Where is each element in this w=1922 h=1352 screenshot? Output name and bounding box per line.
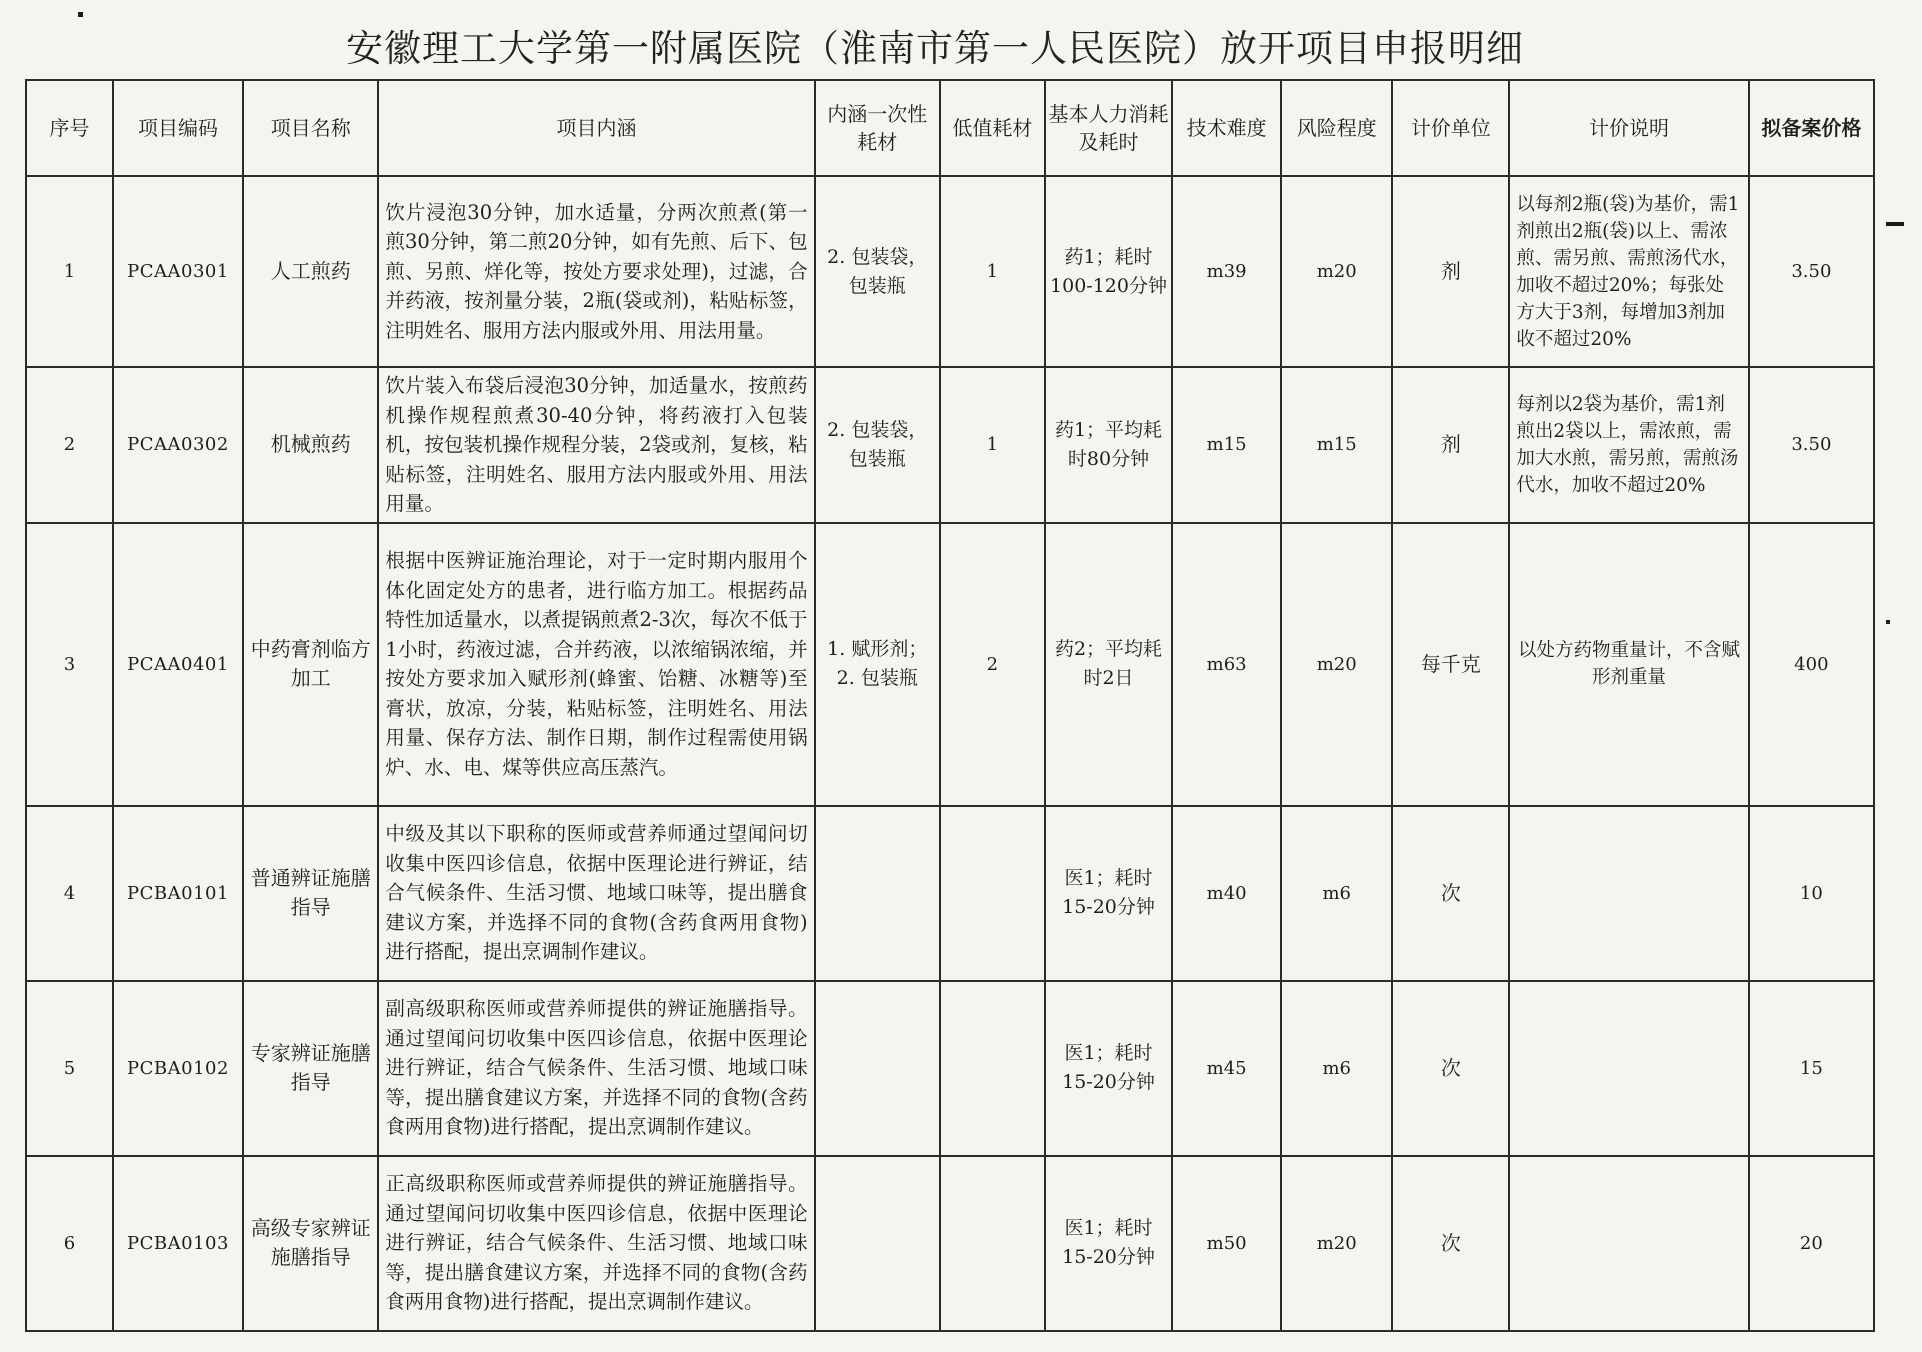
- cell-pricing-note: 以处方药物重量计，不含赋形剂重量: [1509, 523, 1748, 806]
- cell-risk: m15: [1281, 367, 1392, 523]
- cell-low-value: 1: [940, 367, 1045, 523]
- cell-unit: 剂: [1392, 367, 1509, 523]
- cell-pricing-note: [1509, 981, 1748, 1156]
- header-content: 项目内涵: [378, 80, 814, 176]
- table-header-row: [26, 80, 1874, 176]
- cell-low-value: 1: [940, 176, 1045, 367]
- cell-name: 机械煎药: [243, 367, 378, 523]
- cell-code: PCBA0101: [113, 806, 243, 981]
- cell-labor: 医1；耗时15-20分钟: [1045, 981, 1172, 1156]
- cell-difficulty: m63: [1172, 523, 1281, 806]
- cell-price: 400: [1749, 523, 1874, 806]
- cell-price: 20: [1749, 1156, 1874, 1331]
- cell-labor: 医1；耗时15-20分钟: [1045, 1156, 1172, 1331]
- cell-price: 3.50: [1749, 176, 1874, 367]
- header-risk: 风险程度: [1281, 80, 1392, 176]
- cell-difficulty: m50: [1172, 1156, 1281, 1331]
- cell-price: 3.50: [1749, 367, 1874, 523]
- cell-consumables: 1. 赋形剂；2. 包装瓶: [815, 523, 940, 806]
- table-row: [26, 523, 1874, 806]
- cell-seq: 5: [26, 981, 113, 1156]
- cell-code: PCBA0102: [113, 981, 243, 1156]
- cell-code: PCBA0103: [113, 1156, 243, 1331]
- cell-labor: 药1；耗时100-120分钟: [1045, 176, 1172, 367]
- cell-name: 专家辨证施膳指导: [243, 981, 378, 1156]
- header-code: 项目编码: [113, 80, 243, 176]
- document-title: 安徽理工大学第一附属医院（淮南市第一人民医院）放开项目申报明细: [346, 27, 1524, 70]
- cell-content: 中级及其以下职称的医师或营养师通过望闻问切收集中医四诊信息，依据中医理论进行辨证，结合气候条件、生活习惯、地域口味等，提出膳食建议方案，并选择不同的食物(含药食两用食物)进行搭配，提出烹调制作建议。: [378, 806, 814, 981]
- cell-difficulty: m45: [1172, 981, 1281, 1156]
- cell-code: PCAA0302: [113, 367, 243, 523]
- header-labor: 基本人力消耗及耗时: [1045, 80, 1172, 176]
- scan-mark: [1886, 620, 1890, 624]
- cell-risk: m6: [1281, 981, 1392, 1156]
- cell-content: 副高级职称医师或营养师提供的辨证施膳指导。通过望闻问切收集中医四诊信息，依据中医理论进行辨证，结合气候条件、生活习惯、地域口味等，提出膳食建议方案，并选择不同的食物(含药食两用食物)进行搭配，提出烹调制作建议。: [378, 981, 814, 1156]
- cell-unit: 剂: [1392, 176, 1509, 367]
- cell-name: 普通辨证施膳指导: [243, 806, 378, 981]
- cell-labor: 药1；平均耗时80分钟: [1045, 367, 1172, 523]
- cell-code: PCAA0401: [113, 523, 243, 806]
- cell-seq: 6: [26, 1156, 113, 1331]
- cell-name: 人工煎药: [243, 176, 378, 367]
- cell-consumables: [815, 806, 940, 981]
- cell-consumables: [815, 981, 940, 1156]
- header-name: 项目名称: [243, 80, 378, 176]
- cell-unit: 每千克: [1392, 523, 1509, 806]
- cell-consumables: [815, 1156, 940, 1331]
- cell-seq: 2: [26, 367, 113, 523]
- cell-labor: 医1；耗时15-20分钟: [1045, 806, 1172, 981]
- project-table: [25, 79, 1875, 1332]
- cell-name: 高级专家辨证施膳指导: [243, 1156, 378, 1331]
- cell-low-value: [940, 981, 1045, 1156]
- cell-unit: 次: [1392, 981, 1509, 1156]
- cell-content: 饮片装入布袋后浸泡30分钟，加适量水，按煎药机操作规程煎煮30-40分钟，将药液打入包装机，按包装机操作规程分装，2袋或剂，复核，粘贴标签，注明姓名、服用方法内服或外用、用法用量。: [378, 367, 814, 523]
- cell-seq: 4: [26, 806, 113, 981]
- cell-seq: 1: [26, 176, 113, 367]
- cell-risk: m20: [1281, 1156, 1392, 1331]
- table-row: [26, 981, 1874, 1156]
- cell-difficulty: m15: [1172, 367, 1281, 523]
- cell-difficulty: m39: [1172, 176, 1281, 367]
- cell-pricing-note: [1509, 806, 1748, 981]
- cell-price: 10: [1749, 806, 1874, 981]
- table-row: [26, 1156, 1874, 1331]
- header-unit: 计价单位: [1392, 80, 1509, 176]
- cell-risk: m20: [1281, 523, 1392, 806]
- cell-content: 根据中医辨证施治理论，对于一定时期内服用个体化固定处方的患者，进行临方加工。根据药品特性加适量水，以煮提锅煎煮2-3次，每次不低于1小时，药液过滤，合并药液，以浓缩锅浓缩，并按处方要求加入赋形剂(蜂蜜、饴糖、冰糖等)至膏状，放凉，分装，粘贴标签，注明姓名、用法用量、保存方法、制作日期，制作过程需使用锅炉、水、电、煤等供应高压蒸汽。: [378, 523, 814, 806]
- scan-mark: [1886, 222, 1904, 226]
- cell-unit: 次: [1392, 806, 1509, 981]
- cell-content: 正高级职称医师或营养师提供的辨证施膳指导。通过望闻问切收集中医四诊信息，依据中医理论进行辨证，结合气候条件、生活习惯、地域口味等，提出膳食建议方案，并选择不同的食物(含药食两用食物)进行搭配，提出烹调制作建议。: [378, 1156, 814, 1331]
- cell-labor: 药2；平均耗时2日: [1045, 523, 1172, 806]
- cell-low-value: [940, 806, 1045, 981]
- header-price: 拟备案价格: [1749, 80, 1874, 176]
- header-pricing-note: 计价说明: [1509, 80, 1748, 176]
- cell-consumables: 2. 包装袋，包装瓶: [815, 367, 940, 523]
- header-consumables: 内涵一次性耗材: [815, 80, 940, 176]
- cell-consumables: 2. 包装袋，包装瓶: [815, 176, 940, 367]
- cell-risk: m20: [1281, 176, 1392, 367]
- cell-pricing-note: 每剂以2袋为基价，需1剂煎出2袋以上，需浓煎，需加大水煎，需另煎，需煎汤代水，加收不超过20%: [1509, 367, 1748, 523]
- table-row: [26, 806, 1874, 981]
- cell-seq: 3: [26, 523, 113, 806]
- cell-difficulty: m40: [1172, 806, 1281, 981]
- cell-low-value: [940, 1156, 1045, 1331]
- cell-price: 15: [1749, 981, 1874, 1156]
- header-low-value: 低值耗材: [940, 80, 1045, 176]
- cell-risk: m6: [1281, 806, 1392, 981]
- cell-name: 中药膏剂临方加工: [243, 523, 378, 806]
- scan-mark: [78, 12, 83, 17]
- cell-unit: 次: [1392, 1156, 1509, 1331]
- header-difficulty: 技术难度: [1172, 80, 1281, 176]
- cell-pricing-note: [1509, 1156, 1748, 1331]
- header-seq: 序号: [26, 80, 113, 176]
- cell-code: PCAA0301: [113, 176, 243, 367]
- cell-low-value: 2: [940, 523, 1045, 806]
- cell-content: 饮片浸泡30分钟，加水适量，分两次煎煮(第一煎30分钟，第二煎20分钟，如有先煎、后下、包煎、另煎、烊化等，按处方要求处理)，过滤，合并药液，按剂量分装，2瓶(袋或剂)，粘贴标签，注明姓名、服用方法内服或外用、用法用量。: [378, 176, 814, 367]
- table-row: [26, 176, 1874, 367]
- cell-pricing-note: 以每剂2瓶(袋)为基价，需1剂煎出2瓶(袋)以上、需浓煎、需另煎、需煎汤代水，加收不超过20%；每张处方大于3剂，每增加3剂加收不超过20%: [1509, 176, 1748, 367]
- table-row: [26, 367, 1874, 523]
